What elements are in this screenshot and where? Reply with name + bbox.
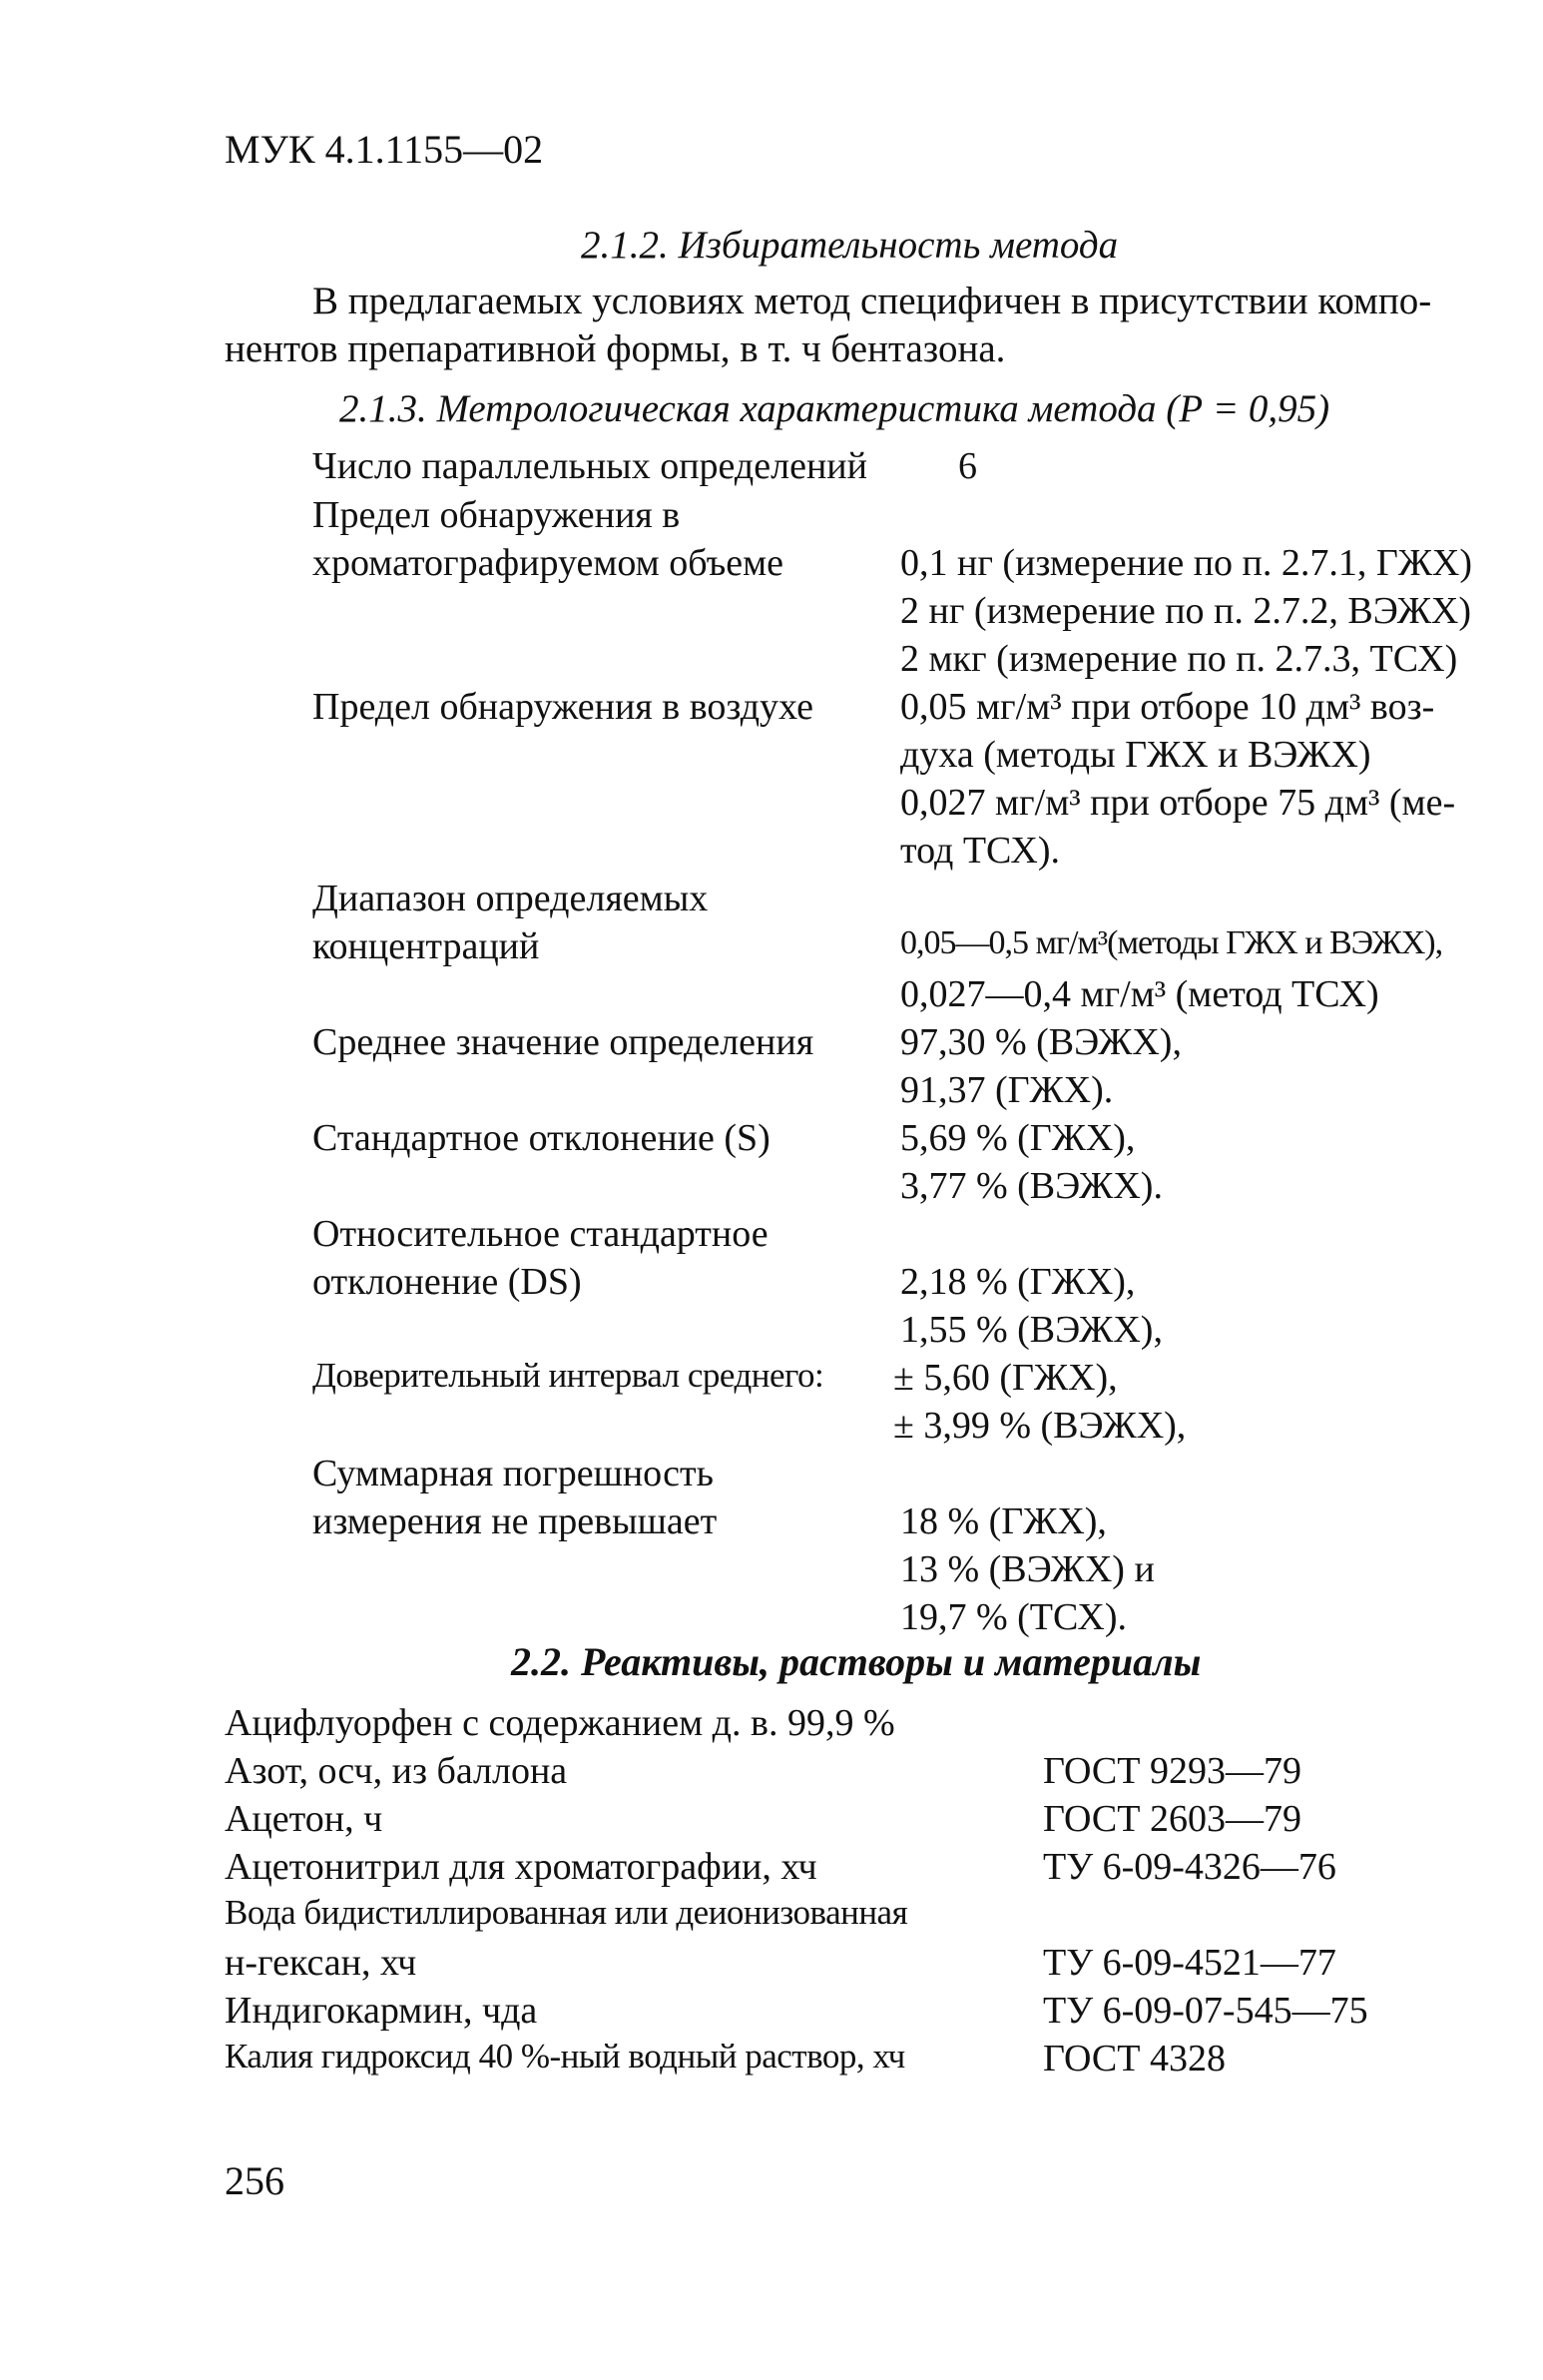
reagent-spec: ТУ 6-09-4521—77 bbox=[1043, 1942, 1336, 1984]
metrology-label: отклонение (DS) bbox=[312, 1261, 582, 1303]
metrology-value: 0,027 мг/м³ при отборе 75 дм³ (ме- bbox=[900, 782, 1456, 824]
metrology-value: 13 % (ВЭЖХ) и bbox=[900, 1548, 1155, 1590]
section-heading-selectivity: 2.1.2. Избирательность метода bbox=[581, 224, 1119, 267]
metrology-value: 2 нг (измерение по п. 2.7.2, ВЭЖХ) bbox=[900, 590, 1472, 632]
reagent-name: Вода бидистиллированная или деионизованная bbox=[225, 1893, 908, 1932]
reagent-name: Ацетонитрил для хроматографии, хч bbox=[225, 1846, 817, 1888]
section-heading-reagents: 2.2. Реактивы, растворы и материалы bbox=[511, 1639, 1202, 1684]
reagent-spec: ТУ 6-09-07-545—75 bbox=[1043, 1990, 1368, 2032]
document-code: МУК 4.1.1155—02 bbox=[225, 127, 544, 172]
metrology-value: 91,37 (ГЖХ). bbox=[900, 1069, 1114, 1111]
metrology-label: Диапазон определяемых bbox=[312, 878, 709, 919]
reagent-spec: ГОСТ 2603—79 bbox=[1043, 1798, 1301, 1840]
reagent-spec: ТУ 6-09-4326—76 bbox=[1043, 1846, 1336, 1888]
selectivity-paragraph-line-1: В предлагаемых условиях метод специфичен в присутствии компо- bbox=[312, 280, 1432, 322]
metrology-label: Число параллельных определений bbox=[312, 445, 867, 487]
metrology-value: 97,30 % (ВЭЖХ), bbox=[900, 1021, 1182, 1063]
metrology-label: Суммарная погрешность bbox=[312, 1453, 714, 1494]
metrology-label: измерения не превышает bbox=[312, 1500, 718, 1542]
metrology-value: 2,18 % (ГЖХ), bbox=[900, 1261, 1136, 1303]
reagent-name: Ацетон, ч bbox=[225, 1798, 383, 1840]
metrology-value: 0,1 нг (измерение по п. 2.7.1, ГЖХ) bbox=[900, 542, 1472, 584]
metrology-value: 3,77 % (ВЭЖХ). bbox=[900, 1165, 1163, 1207]
reagent-name: Ацифлуорфен с содержанием д. в. 99,9 % bbox=[225, 1702, 895, 1744]
metrology-value: духа (методы ГЖХ и ВЭЖХ) bbox=[900, 734, 1371, 776]
selectivity-paragraph-line-2: нентов препаративной формы, в т. ч бентазона. bbox=[225, 327, 1006, 370]
metrology-label: Предел обнаружения в воздухе bbox=[312, 686, 813, 728]
metrology-label: хроматографируемом объеме bbox=[312, 542, 784, 584]
reagent-name: Азот, осч, из баллона bbox=[225, 1750, 568, 1792]
metrology-label: Доверительный интервал среднего: bbox=[312, 1356, 824, 1395]
reagent-spec: ГОСТ 9293—79 bbox=[1043, 1750, 1301, 1792]
metrology-label: Стандартное отклонение (S) bbox=[312, 1117, 771, 1159]
metrology-label: Относительное стандартное bbox=[312, 1213, 769, 1255]
reagent-name: н-гексан, хч bbox=[225, 1942, 417, 1984]
metrology-value: ± 3,99 % (ВЭЖХ), bbox=[893, 1405, 1187, 1447]
metrology-value: 19,7 % (ТСХ). bbox=[900, 1596, 1127, 1638]
metrology-value: 5,69 % (ГЖХ), bbox=[900, 1117, 1136, 1159]
metrology-value: тод ТСХ). bbox=[900, 830, 1061, 872]
metrology-value: 2 мкг (измерение по п. 2.7.3, ТСХ) bbox=[900, 638, 1458, 680]
metrology-value: 0,05 мг/м³ при отборе 10 дм³ воз- bbox=[900, 686, 1435, 728]
reagent-spec: ГОСТ 4328 bbox=[1043, 2038, 1226, 2080]
metrology-label: концентраций bbox=[312, 925, 540, 967]
metrology-value: 0,05—0,5 мг/м³(методы ГЖХ и ВЭЖХ), bbox=[900, 924, 1443, 961]
metrology-value: 18 % (ГЖХ), bbox=[900, 1500, 1107, 1542]
metrology-value: 0,027—0,4 мг/м³ (метод ТСХ) bbox=[900, 973, 1379, 1015]
section-heading-metrology: 2.1.3. Метрологическая характеристика метода (Р = 0,95) bbox=[339, 387, 1330, 430]
metrology-value: ± 5,60 (ГЖХ), bbox=[893, 1357, 1118, 1399]
metrology-value: 6 bbox=[958, 445, 977, 487]
metrology-label: Среднее значение определения bbox=[312, 1021, 814, 1063]
page-number: 256 bbox=[225, 2158, 284, 2203]
metrology-value: 1,55 % (ВЭЖХ), bbox=[900, 1309, 1163, 1351]
reagent-name: Индигокармин, чда bbox=[225, 1990, 538, 2032]
metrology-label: Предел обнаружения в bbox=[312, 494, 681, 536]
reagent-name: Калия гидроксид 40 %-ный водный раствор, хч bbox=[225, 2037, 905, 2076]
